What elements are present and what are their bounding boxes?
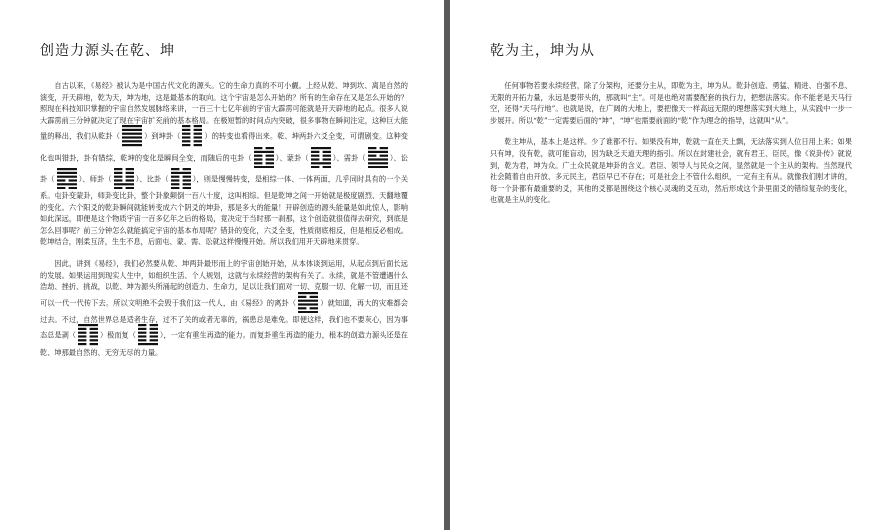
yin-line-half — [138, 328, 146, 330]
yin-line-half — [150, 332, 158, 334]
yin-line-half — [150, 340, 158, 342]
yin-line-half — [78, 328, 86, 330]
yin-line-half — [298, 307, 306, 309]
yin-line-half — [182, 168, 190, 170]
text-segment: ）就知道，再大的灾难都会过去。不过，自然世界总是适者生存，过不了关的或者无辜的，祸患总是难免。即便这样，我们也不要灰心，因为事态总是剥（ — [40, 298, 408, 341]
hexagram-svg — [78, 324, 98, 345]
yin-line-half — [182, 187, 190, 189]
yin-line-half — [90, 336, 98, 338]
yang-line — [171, 172, 191, 174]
yin-line-half — [150, 324, 158, 326]
yin-line-half — [182, 141, 190, 143]
yin-line-half — [138, 340, 146, 342]
yang-line — [298, 299, 318, 301]
right-page — [450, 0, 892, 530]
fu-hexagram-icon — [138, 324, 158, 345]
yin-line-half — [171, 175, 179, 177]
yin-line-half — [322, 166, 330, 168]
yin-line-half — [194, 141, 202, 143]
yin-line-half — [311, 154, 319, 156]
yang-line — [254, 166, 274, 168]
yin-line-half — [182, 183, 190, 185]
yin-line-half — [78, 340, 86, 342]
yang-line — [122, 133, 142, 135]
yin-line-half — [182, 129, 190, 131]
paragraph-2 — [40, 258, 408, 358]
yin-line-half — [125, 179, 133, 181]
yin-line-half — [311, 150, 319, 152]
text-segment: ）极而复（ — [99, 331, 136, 341]
yin-line-half — [114, 168, 122, 170]
yin-line-half — [311, 166, 319, 168]
yin-line-half — [171, 187, 179, 189]
yang-line — [122, 144, 142, 146]
bo-hexagram-icon — [78, 324, 98, 345]
hexagram-svg — [368, 147, 388, 168]
yang-line — [298, 292, 318, 294]
hexagram-svg — [298, 292, 318, 313]
yin-line-half — [194, 129, 202, 131]
yin-line-half — [194, 144, 202, 146]
yang-line — [298, 311, 318, 313]
yin-line-half — [182, 175, 190, 177]
bi-hexagram-icon — [171, 168, 191, 189]
yang-line — [57, 168, 77, 170]
yin-line-half — [125, 168, 133, 170]
yin-line-half — [265, 158, 273, 160]
yin-line-half — [182, 144, 190, 146]
meng-hexagram-icon — [311, 147, 331, 168]
yang-line — [114, 183, 134, 185]
yin-line-half — [265, 147, 273, 149]
qian-hexagram-icon — [122, 125, 142, 146]
hexagram-svg — [138, 324, 158, 345]
yin-line-half — [322, 154, 330, 156]
yin-line-half — [114, 179, 122, 181]
yang-line — [122, 129, 142, 131]
yin-line-half — [322, 150, 330, 152]
page-title: 乾为主，坤为从 — [490, 43, 595, 59]
yin-line-half — [138, 336, 146, 338]
yin-line-half — [78, 336, 86, 338]
yin-line-half — [138, 332, 146, 334]
yang-line — [311, 147, 331, 149]
text-segment: ）、蒙卦（ — [275, 153, 309, 163]
hexagram-svg — [114, 168, 134, 189]
yang-line — [368, 166, 388, 168]
text-segment: 自古以来，《易经》被认为是中国古代文化的源头。它的生命力真的不可小觑。上经从乾、坤到坎、离是自然的演变，开天辟地，乾为天，坤为地，这是最基本的取向。这个宇宙是怎么开始的？所有的生命存在又是怎么开始的？照现在科技知识掌握的宇宙自然发展脉络来讲，一百三十七亿年前的宇宙大霹雳可能就是开天辟地的起点。很多人说大霹雳前三分钟就决定了现在宇宙扩充前的基本格局。在极短暂的时间点内突破，很多事物在瞬间注定，这种巨大能量的释出，我们从乾卦（ — [40, 81, 408, 141]
yin-line-half — [265, 162, 273, 164]
yin-line-half — [182, 133, 190, 135]
yin-line-half — [254, 154, 262, 156]
yin-line-half — [90, 328, 98, 330]
yang-line — [138, 343, 158, 345]
yang-line — [254, 150, 274, 152]
text-segment: ）、讼卦（ — [40, 153, 408, 184]
yin-line-half — [78, 332, 86, 334]
yin-line-half — [310, 307, 318, 309]
yang-line — [298, 303, 318, 305]
yin-line-half — [90, 332, 98, 334]
shi-hexagram-icon — [114, 168, 134, 189]
hexagram-svg — [171, 168, 191, 189]
yin-line-half — [150, 328, 158, 330]
yin-line-half — [182, 125, 190, 127]
yin-line-half — [68, 179, 76, 181]
yin-line-half — [68, 187, 76, 189]
yin-line-half — [254, 147, 262, 149]
yin-line-half — [150, 336, 158, 338]
yin-line-half — [171, 168, 179, 170]
yin-line-half — [171, 179, 179, 181]
text-segment: ）、比卦（ — [135, 174, 169, 184]
kun-hexagram-icon — [182, 125, 202, 146]
song-hexagram-icon — [57, 168, 77, 189]
yin-line-half — [311, 158, 319, 160]
yang-line — [368, 162, 388, 164]
yin-line-half — [298, 295, 306, 297]
yang-line — [368, 158, 388, 160]
yin-line-half — [114, 187, 122, 189]
yin-line-half — [254, 162, 262, 164]
yin-line-half — [368, 154, 376, 156]
li-hexagram-icon — [298, 292, 318, 313]
yin-line-half — [171, 183, 179, 185]
yin-line-half — [194, 133, 202, 135]
yin-line-half — [57, 179, 65, 181]
yin-line-half — [194, 137, 202, 139]
yin-line-half — [182, 179, 190, 181]
text-segment: ），则是慢慢转变，是相综一体、一体两面，几乎同时具有的一个关系。屯卦变蒙卦，师卦变比卦，整个卦象颠倒一百八十度，这叫相综。但是乾坤之间一开始就是极度剧烈、天翻地覆的变化。六个阳爻的乾卦瞬间就能转变成六个阴爻的坤卦，那是多大的能量！开辟创造的源头能量是如此惊人，影响如此深远，即便是这个物质宇宙一百多亿年之后的格局，竟决定于当时那一刹那，这个创造就很值得去研究，到底是怎么回事呢？前三分钟怎么就能搞定宇宙的基本布局呢？错卦的变化，六爻全变，性质彻底相反，但是相反必相成。乾坤结合，刚柔互济，生生不息，后面屯、蒙、需、讼就这样慢慢开始。所以我们用开天辟地来贯穿。 — [40, 174, 409, 247]
yin-line-half — [125, 172, 133, 174]
yin-line-half — [322, 158, 330, 160]
yang-line — [57, 172, 77, 174]
text-segment: ）、需卦（ — [332, 153, 366, 163]
left-page — [0, 0, 444, 530]
yin-line-half — [368, 147, 376, 149]
text-segment: ）到坤卦（ — [143, 131, 181, 141]
yang-line — [368, 150, 388, 152]
text-segment: ），一定有重生再造的能力。而复卦重生再造的能力，根本的创造力源头还是在乾、坤那最自然的、无穷无尽的力量。 — [40, 331, 408, 357]
paragraph-1: 任何事物若要永续经营，除了分架构，还要分主从，即乾为主，坤为从。乾卦创造、勇猛、精进、自强不息、无限的开拓力量，永远是要带头的，那就叫“主”。可是也绝对需要配套的执行力，把想法落实。你不能老是天马行空，还得“天马行地”。也就是说，在广阔的大地上，要把像天一样高远无限的理想落实到大地上，从实践中一步一步展开。所以“乾”一定需要后面的“坤”，“坤”也需要前面的“乾”作为理念的指导，这就叫“从”。 — [490, 81, 852, 125]
yin-line-half — [114, 172, 122, 174]
hexagram-svg — [57, 168, 77, 189]
yang-line — [122, 125, 142, 127]
yin-line-half — [182, 137, 190, 139]
yin-line-half — [138, 324, 146, 326]
yin-line-half — [114, 175, 122, 177]
hexagram-svg — [254, 147, 274, 168]
text-segment: ）的转变也看得出来。乾、坤两卦六爻全变，可谓剧变。这种变化也叫错卦，卦有错综，乾坤的变化是瞬间全变，而随后的屯卦（ — [40, 131, 408, 163]
yin-line-half — [125, 187, 133, 189]
zhun-hexagram-icon — [254, 147, 274, 168]
xu-hexagram-icon — [368, 147, 388, 168]
yin-line-half — [265, 154, 273, 156]
yang-line — [311, 162, 331, 164]
yin-line-half — [379, 147, 387, 149]
yang-line — [78, 324, 98, 326]
yin-line-half — [310, 295, 318, 297]
yang-line — [57, 183, 77, 185]
hexagram-svg — [122, 125, 142, 146]
yang-line — [122, 141, 142, 143]
yang-line — [57, 175, 77, 177]
yin-line-half — [90, 343, 98, 345]
yin-line-half — [90, 340, 98, 342]
yin-line-half — [379, 154, 387, 156]
yin-line-half — [125, 175, 133, 177]
hexagram-svg — [311, 147, 331, 168]
paragraph-2: 乾主坤从，基本上是这样。少了谁都不行。如果没有坤，乾就一直在天上飘，无法落实到人位日用上来；如果只有坤，没有乾，就可能盲动，因为缺乏天道天理的指引。所以在封建社会，就有君王、臣民，像《说卦传》就说到，乾为君，坤为众。广土众民就是坤卦的含义。君臣、领导人与民众之间，显然就是一个主从的架构。当然现代社会随着自由开放、多元民主，君臣早已不存在；可是社会上不管什么组织，一定有主有从。就像我们刚才讲的，每一个卦都有最重要的爻，其他的爻都是围绕这个核心灵魂的爻互动，然后形成这个卦里面爻的错综复杂的变化，也就是主从的变化。 — [490, 137, 852, 205]
yin-line-half — [78, 343, 86, 345]
text-segment: 因此，讲到《易经》，我们必然要从乾、坤两卦最形而上的宇宙创始开始，从本体谈到运用，从起点到后面长远的发展。如果运用到现实人生中，如组织生活、个人规划，这就与永续经营的架构有关了。永续，就是不管遭遇什么浩劫、挫折、挑战，以乾、坤为源头所涌起的创造力、生命力，足以让我们面对一切、克服一切、化解一切，而且还可以一代一代传下去。所以文明绝不会毁于我们这一代人，由《易经》的离卦（ — [40, 258, 408, 308]
paragraph-1 — [40, 80, 408, 248]
hexagram-svg — [182, 125, 202, 146]
yang-line — [122, 137, 142, 139]
yin-line-half — [254, 158, 262, 160]
yin-line-half — [194, 125, 202, 127]
yin-line-half — [57, 187, 65, 189]
text-segment: ）、师卦（ — [78, 174, 112, 184]
page-title: 创造力源头在乾、坤 — [40, 43, 175, 59]
